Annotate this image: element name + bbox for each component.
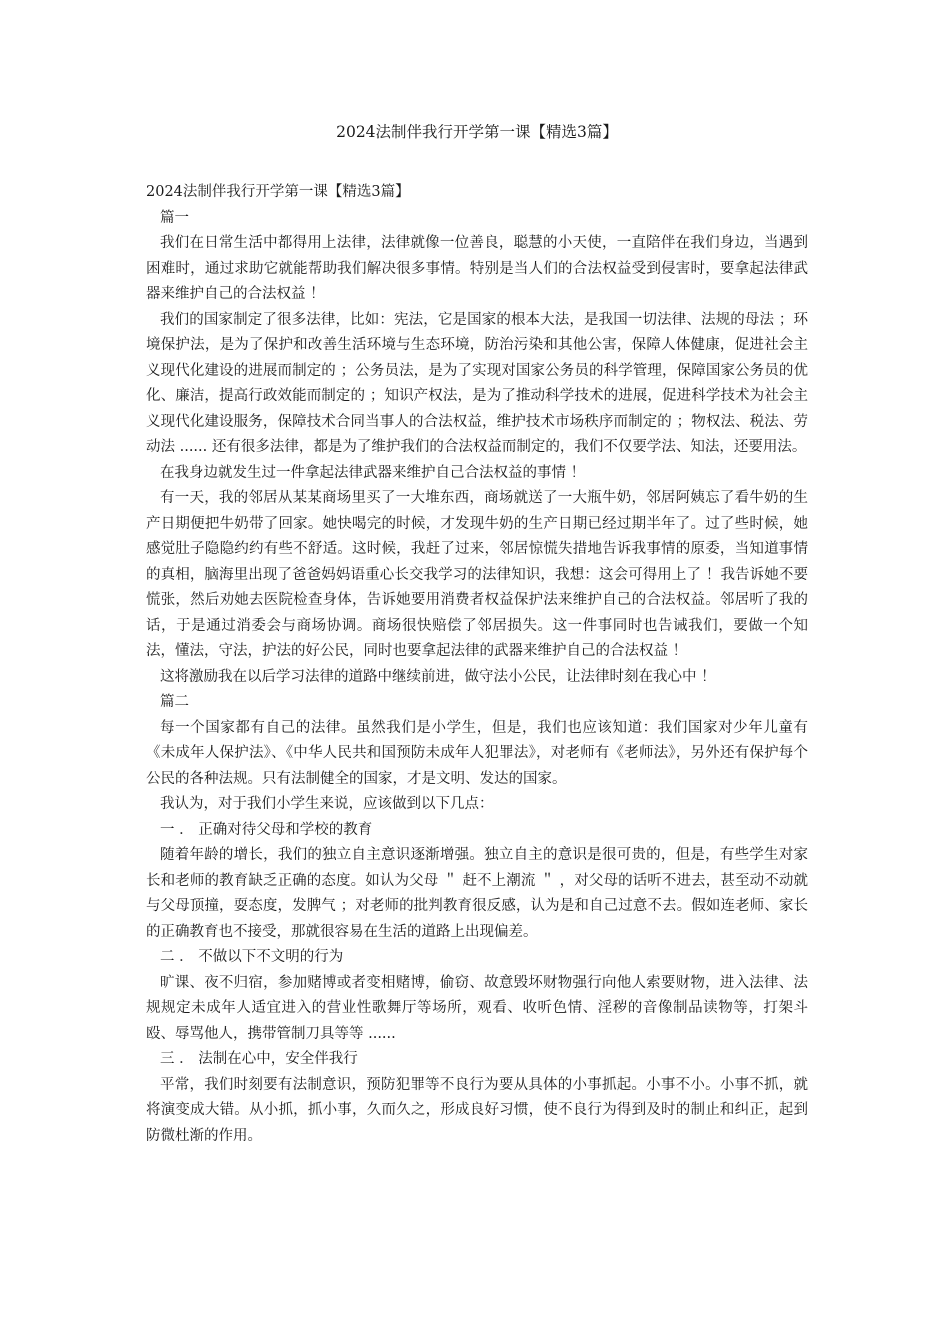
document-title: 2024法制伴我行开学第一课【精选3篇】 xyxy=(336,123,618,141)
paragraph: 有一天，我的邻居从某某商场里买了一大堆东西，商场就送了一大瓶牛奶，邻居阿姨忘了看牛奶的生产日期便把牛奶带了回家。她快喝完的时候，才发现牛奶的生产日期已经过期半年了。过了些时候，她感觉肚子隐隐约约有些不舒适。这时候，我赶了过来，邻居惊慌失措地告诉我事情的原委，当知道事情的真相，脑海里出现了爸爸妈妈语重心长交我学习的法律知识，我想：这会可得用上了 ！我告诉她不要慌张，然后劝她去医院检查身体，告诉她要用消费者权益保护法来维护自己的合法权益。邻居听了我的话，于是通过消委会与商场协调。商场很快赔偿了邻居损失。这一件事同时也告诫我们，要做一个知法，懂法，守法，护法的好公民，同时也要拿起法律的武器来维护自己的合法权益 ！ xyxy=(146,490,808,659)
document-body xyxy=(146,206,808,1150)
section-heading: 一 ． 正确对待父母和学校的教育 xyxy=(160,821,373,838)
paragraph: 每一个国家都有自己的法律。虽然我们是小学生，但是，我们也应该知道：我们国家对少年儿童有《未成年人保护法》、《中华人民共和国预防未成年人犯罪法》，对老师有《老师法》，另外还有保护每个公民的各种法规。只有法制健全的国家，才是文明、发达的国家。 xyxy=(146,719,808,787)
paragraph: 随着年龄的增长，我们的独立自主意识逐渐增强。独立自主的意识是很可贵的，但是，有些学生对家长和老师的教育缺乏正确的态度。如认为父母 ＂ 赶不上潮流 ＂ ，对父母的话听不进去，甚至动不动就与父母顶撞，耍态度，发脾气 ；对老师的批判教育很反感，认为是和自己过意不去。假如连老师、家长的正确教育也不接受，那就很容易在生活的道路上出现偏差。 xyxy=(146,847,808,940)
paragraph: 旷课、夜不归宿，参加赌博或者变相赌博，偷窃、故意毁坏财物强行向他人索要财物，进入法律、法规规定未成年人适宜进入的营业性歌舞厅等场所，观看、收听色情、淫秽的音像制品读物等，打架斗殴、辱骂他人，携带管制刀具等等 ...... xyxy=(146,974,808,1042)
paragraph: 这将激励我在以后学习法律的道路中继续前进，做守法小公民，让法律时刻在我心中 ！ xyxy=(160,668,716,685)
section-heading: 篇二 xyxy=(160,694,189,710)
paragraph: 我们在日常生活中都得用上法律，法律就像一位善良，聪慧的小天使，一直陪伴在我们身边，当遇到困难时，通过求助它就能帮助我们解决很多事情。特别是当人们的合法权益受到侵害时，要拿起法律武器来维护自己的合法权益 ！ xyxy=(146,235,808,302)
section-heading: 篇一 xyxy=(160,209,189,226)
document-page xyxy=(146,120,808,1149)
section-heading: 二 ． 不做以下不文明的行为 xyxy=(160,949,344,965)
paragraph: 我认为，对于我们小学生来说，应该做到以下几点： xyxy=(160,796,494,812)
paragraph: 我们的国家制定了很多法律，比如：宪法，它是国家的根本大法，是我国一切法律、法规的母法 ；环境保护法，是为了保护和改善生活环境与生态环境，防治污染和其他公害，保障人体健康，促进社会主义现代化建设的进展而制定的 ；公务员法，是为了实现对国家公务员的科学管理，保障国家公务员的优化、廉洁，提高行政效能而制定的 ；知识产权法，是为了推动科学技术的进展，促进科学技术为社会主义现代化建设服务，保障技术合同当事人的合法权益，维护技术市场秩序而制定的 ；物权法、税法、劳动法 ...... 还有很多法律，都是为了维护我们的合法权益而制定的，我们不仅要学法、知法，还要用法。 xyxy=(146,311,808,455)
paragraph: 平常，我们时刻要有法制意识，预防犯罪等不良行为要从具体的小事抓起。小事不小。小事不抓，就将演变成大错。从小抓，抓小事，久而久之，形成良好习惯，使不良行为得到及时的制止和纠正，起到防微杜渐的作用。 xyxy=(146,1076,808,1144)
section-heading: 三 ． 法制在心中，安全伴我行 xyxy=(160,1051,358,1067)
document-subtitle: 2024法制伴我行开学第一课【精选3篇】 xyxy=(146,184,410,200)
paragraph: 在我身边就发生过一件拿起法律武器来维护自己合法权益的事情 ！ xyxy=(160,464,586,481)
